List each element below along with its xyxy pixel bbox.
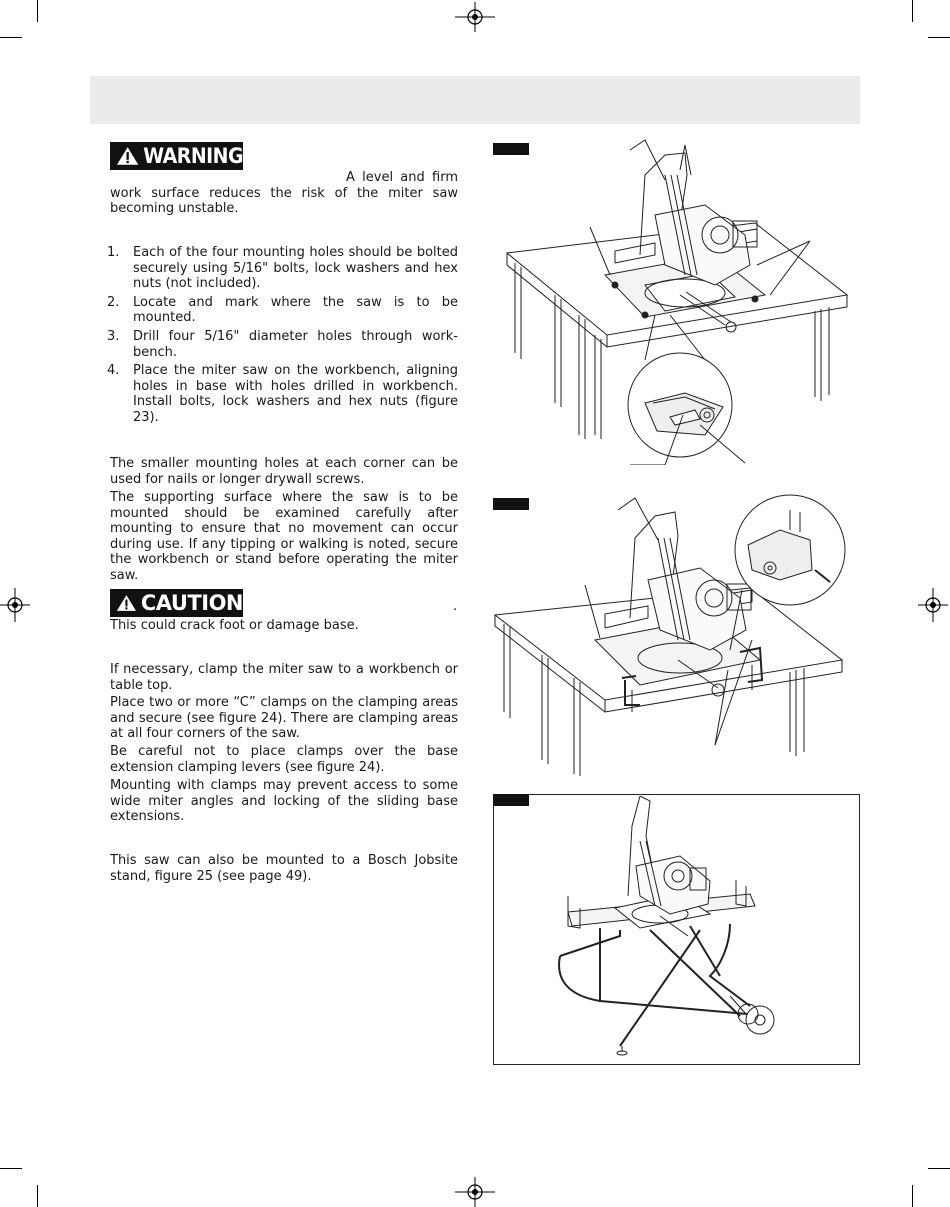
crop-mark-bl-v bbox=[37, 1185, 38, 1207]
caution-label: CAUTION bbox=[140, 590, 243, 615]
warning-label: WARNING bbox=[143, 143, 243, 168]
figure-23-bolted-saw-illustration bbox=[495, 135, 860, 465]
warning-text: A level and firm work surface reduces the risk of the miter saw becoming unstable. bbox=[110, 170, 458, 217]
crop-mark-br-h bbox=[928, 1168, 950, 1169]
warning-triangle-icon bbox=[116, 146, 139, 166]
list-item bbox=[104, 295, 458, 326]
caution-trailing: . bbox=[453, 599, 458, 614]
figure-25-jobsite-stand-illustration bbox=[540, 796, 840, 1058]
warning-badge bbox=[110, 142, 243, 170]
step-text: Each of the four mounting holes should be bolted securely using 5/16" bolts, lock washers and hex nuts (not included). bbox=[133, 245, 458, 292]
list-item bbox=[104, 329, 458, 360]
registration-mark-bottom-icon bbox=[455, 1177, 495, 1207]
caution-text: This could crack foot or damage base. bbox=[110, 618, 359, 633]
clamp-paragraph-2: Place two or more “C” clamps on the clamping areas and secure (see figure 24). There are clamping areas at all four corners of the saw. bbox=[110, 695, 458, 742]
list-item bbox=[104, 363, 458, 425]
step-text: Drill four 5/16" diameter holes through work-bench. bbox=[133, 328, 458, 360]
step-number: 2. bbox=[107, 294, 120, 310]
smaller-holes-paragraph: The smaller mounting holes at each corner can be used for nails or longer drywall screws. bbox=[110, 456, 458, 487]
crop-mark-tl-h bbox=[0, 37, 22, 38]
registration-mark-right-icon bbox=[918, 588, 948, 622]
mounting-steps bbox=[104, 245, 458, 429]
supporting-surface-paragraph: The supporting surface where the saw is to be mounted should be examined carefully after mounting to ensure that no movement can occur during use. If any tipping or walking is noted, secure the workbench or stand before operating the miter saw. bbox=[110, 490, 458, 583]
figure-25-tag bbox=[493, 794, 529, 806]
crop-mark-tl-v bbox=[37, 0, 38, 22]
step-text: Place the miter saw on the workbench, aligning holes in base with holes drilled in workbench. Install bolts, lock washers and hex nuts (figure 23). bbox=[133, 363, 458, 425]
crop-mark-br-v bbox=[912, 1185, 913, 1207]
list-item bbox=[104, 245, 458, 292]
clamp-paragraph-3: Be careful not to place clamps over the base extension clamping levers (see figure 24). bbox=[110, 744, 458, 775]
figure-24-clamped-saw-illustration bbox=[490, 490, 860, 780]
crop-mark-tr-v bbox=[912, 0, 913, 22]
caution-badge bbox=[110, 589, 243, 617]
clamp-paragraph-4: Mounting with clamps may prevent access to some wide miter angles and locking of the sliding base extensions. bbox=[110, 778, 458, 825]
warning-triangle-icon bbox=[116, 593, 137, 613]
step-number: 1. bbox=[107, 245, 120, 260]
crop-mark-bl-h bbox=[0, 1168, 22, 1169]
header-band bbox=[90, 76, 860, 124]
crop-mark-tr-h bbox=[928, 37, 950, 38]
registration-mark-left-icon bbox=[0, 588, 30, 622]
clamp-paragraph-1: If necessary, clamp the miter saw to a workbench or table top. bbox=[110, 662, 458, 693]
jobsite-paragraph: This saw can also be mounted to a Bosch Jobsite stand, figure 25 (see page 49). bbox=[110, 853, 458, 884]
step-number: 4. bbox=[107, 363, 120, 379]
step-text: Locate and mark where the saw is to be mounted. bbox=[133, 294, 458, 326]
step-number: 3. bbox=[107, 328, 120, 344]
registration-mark-top-icon bbox=[455, 2, 495, 32]
